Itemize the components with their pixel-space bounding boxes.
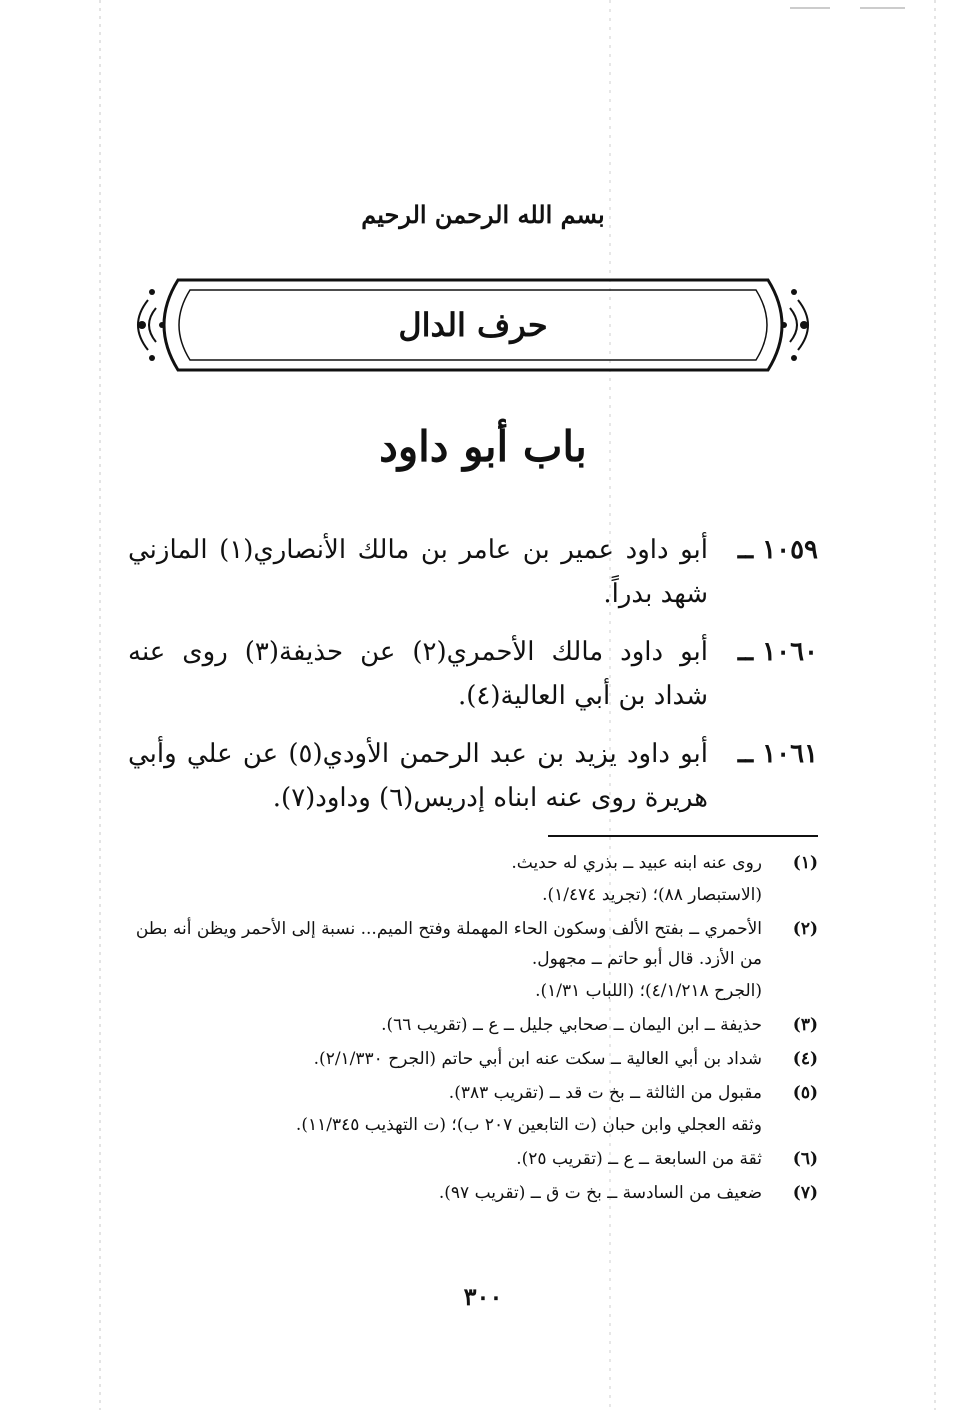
footnote xyxy=(128,848,818,910)
footnote-text: حذيفة ــ ابن اليمان ــ صحابي جليل ــ ع ــ (تقريب ٦٦). xyxy=(381,1015,762,1035)
footnote-divider xyxy=(548,835,818,837)
footnote-number: (٢) xyxy=(792,919,818,939)
footnote-reference: (الاستبصار ٨٨)؛ (تجريد ١/٤٧٤). xyxy=(542,885,762,905)
footnote-number: (٤) xyxy=(792,1049,818,1069)
footnote xyxy=(128,1010,818,1040)
entries-list xyxy=(128,528,818,834)
page-number: ٣٠٠ xyxy=(463,1282,503,1311)
footnote-text: ضعيف من السادسة ــ بخ ت ق ــ (تقريب ٩٧). xyxy=(438,1183,762,1203)
entry-text: أبو داود مالك الأحمري(٢) عن حذيفة(٣) روى عنه شداد بن أبي العالية(٤). xyxy=(128,637,708,711)
footnote-number: (٣) xyxy=(792,1015,818,1035)
entry-number: ١٠٥٩ ــ xyxy=(737,535,818,565)
footnote-number: (٥) xyxy=(792,1083,818,1103)
entry-item xyxy=(128,528,818,616)
footnote xyxy=(128,1044,818,1074)
entry-text: أبو داود عمير بن عامر بن مالك الأنصاري(١) المازني شهد بدراً. xyxy=(128,535,708,609)
footnote-reference: (الجرح ٤/١/٢١٨)؛ (اللباب ١/٣١). xyxy=(535,981,762,1001)
entry-item xyxy=(128,732,818,820)
footnote-text: مقبول من الثالثة ــ بخ ت قد ــ (تقريب ٣٨٣). xyxy=(448,1083,762,1103)
chapter-banner xyxy=(128,270,818,380)
footnote-text: ثقة من السابعة ــ ع ــ (تقريب ٢٥). xyxy=(516,1149,762,1169)
chapter-title: باب أبو داود xyxy=(379,422,587,471)
footnote xyxy=(128,914,818,1006)
footnote xyxy=(128,1144,818,1174)
footnote xyxy=(128,1178,818,1208)
footnotes xyxy=(128,848,818,1212)
entry-number: ١٠٦١ ــ xyxy=(737,739,818,769)
footnote-text: روى عنه ابنه عبيد ــ بذري له حديث. xyxy=(511,853,762,873)
entry-text: أبو داود يزيد بن عبد الرحمن الأودي(٥) عن علي وأبي هريرة روى عنه ابناه إدريس(٦) وداود(٧). xyxy=(128,739,708,813)
banner-title: حرف الدال xyxy=(398,306,548,344)
basmala: بسم الله الرحمن الرحيم xyxy=(361,200,605,229)
footnote-number: (٧) xyxy=(792,1183,818,1203)
entry-item xyxy=(128,630,818,718)
footnote-text: الأحمري ــ بفتح الألف وسكون الحاء المهملة وفتح الميم... نسبة إلى الأحمر ويظن أنه بطن من الأزد. قال أبو حاتم ــ مجهول. xyxy=(135,919,762,969)
footnote xyxy=(128,1078,818,1140)
entry-number: ١٠٦٠ ــ xyxy=(737,637,818,667)
footnote-number: (٦) xyxy=(792,1149,818,1169)
footnote-text: شداد بن أبي العالية ــ سكت عنه ابن أبي حاتم (الجرح ٢/١/٣٣٠). xyxy=(313,1049,762,1069)
footnote-reference: وثقه العجلي وابن حبان (ت التابعين ٢٠٧ ب)؛ (ت التهذيب ١١/٣٤٥). xyxy=(295,1115,762,1135)
footnote-number: (١) xyxy=(792,853,818,873)
